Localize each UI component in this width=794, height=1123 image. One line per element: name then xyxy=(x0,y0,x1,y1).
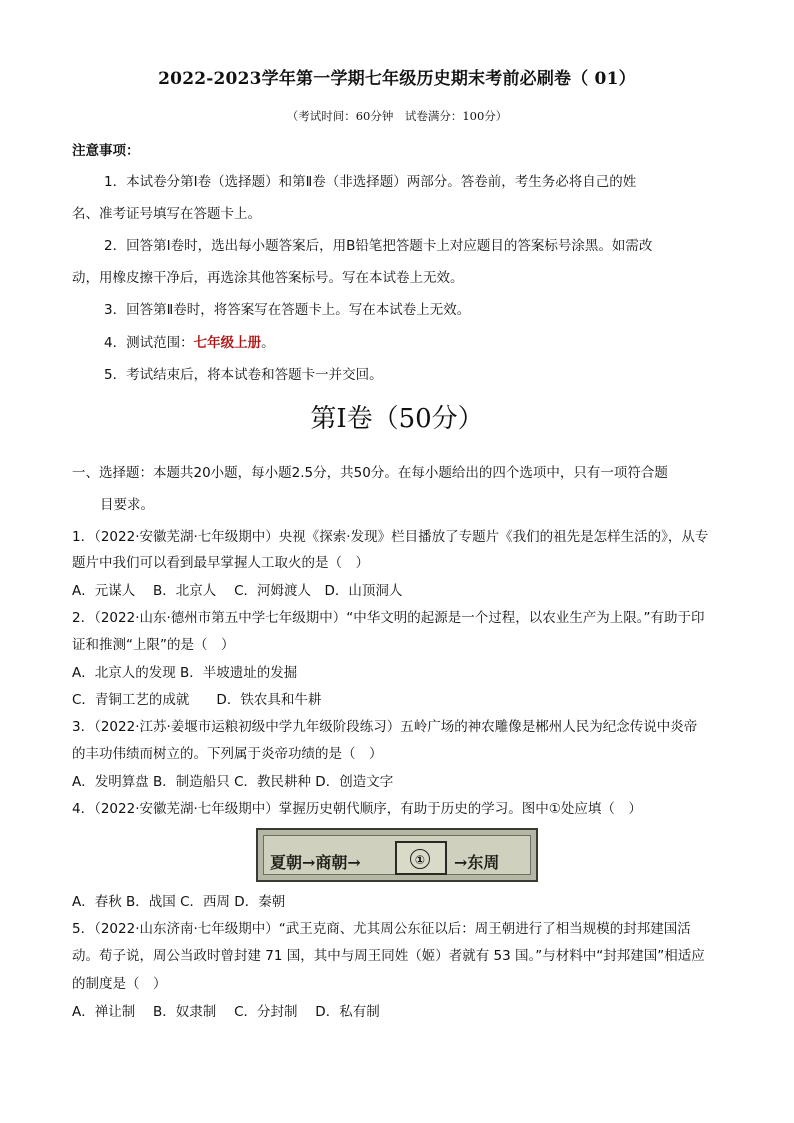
question-2-line-2: 证和推测“上限”的是（ ） xyxy=(72,637,235,653)
diagram-right-text: →东周 xyxy=(454,853,500,872)
question-2-options-2: C．青铜工艺的成就 D．铁农具和牛耕 xyxy=(72,692,322,708)
diagram-marker: ① xyxy=(410,849,430,869)
question-5-options: A．禅让制 B．奴隶制 C．分封制 D．私有制 xyxy=(72,1004,380,1020)
section-instruction-line-2: 目要求。 xyxy=(100,497,154,513)
notice-item-2-line-2: 动，用橡皮擦干净后，再选涂其他答案标号。写在本试卷上无效。 xyxy=(72,270,464,286)
question-1-line-2: 题片中我们可以看到最早掌握人工取火的是（ ） xyxy=(72,555,369,571)
question-2-options-1: A．北京人的发现 B．半坡遗址的发掘 xyxy=(72,665,298,681)
notice-item-5: 5．考试结束后，将本试卷和答题卡一并交回。 xyxy=(104,367,383,383)
question-5-line-2: 动。荀子说，周公当政时曾封建 71 国，其中与周王同姓（姬）者就有 53 国。”与材料中“封邦建国”相适应 xyxy=(72,948,705,964)
notice-item-1-line-1: 1．本试卷分第Ⅰ卷（选择题）和第Ⅱ卷（非选择题）两部分。答卷前，考生务必将自己的姓 xyxy=(104,174,637,190)
notice-item-4-suffix: 。 xyxy=(261,335,275,351)
exam-title: 2022-2023学年第一学期七年级历史期末考前必刷卷（ 01） xyxy=(158,69,636,89)
diagram-blank-box xyxy=(395,841,447,875)
section-instruction-line-1: 一、选择题：本题共20小题，每小题2.5分，共50分。在每小题给出的四个选项中，只有一项符合题 xyxy=(72,465,668,481)
notice-heading: 注意事项： xyxy=(72,143,140,159)
question-3-line-1: 3．（2022·江苏·姜堰市运粮初级中学九年级阶段练习）五岭广场的神农雕像是郴州人民为纪念传说中炎帝 xyxy=(72,719,698,735)
dynasty-sequence-diagram xyxy=(256,828,538,882)
question-4-options: A．春秋 B．战国 C．西周 D．秦朝 xyxy=(72,894,286,910)
question-1-options: A．元谋人 B．北京人 C．河姆渡人 D．山顶洞人 xyxy=(72,583,403,599)
question-5-line-3: 的制度是（ ） xyxy=(72,976,167,992)
question-5-line-1: 5．（2022·山东济南·七年级期中）“武王克商、尤其周公东征以后：周王朝进行了相当规模的封邦建国活 xyxy=(72,921,691,937)
test-scope: 七年级上册 xyxy=(193,335,262,351)
exam-subtitle: （考试时间：60分钟 试卷满分：100分） xyxy=(286,109,508,123)
diagram-left-text: 夏朝→商朝→ xyxy=(270,853,361,872)
section-title: 第Ⅰ卷（50分） xyxy=(310,404,484,434)
question-3-line-2: 的丰功伟绩而树立的。下列属于炎帝功绩的是（ ） xyxy=(72,746,383,762)
question-1-line-1: 1．（2022·安徽芜湖·七年级期中）央视《探索·发现》栏目播放了专题片《我们的祖先是怎样生活的》，从专 xyxy=(72,529,709,545)
question-3-options: A．发明算盘 B．制造船只 C．教民耕种 D．创造文字 xyxy=(72,774,394,790)
notice-item-4-prefix: 4．测试范围： xyxy=(104,335,194,351)
question-2-line-1: 2．（2022·山东·德州市第五中学七年级期中）“中华文明的起源是一个过程，以农业生产为上限。”有助于印 xyxy=(72,610,705,626)
question-4-line-1: 4．（2022·安徽芜湖·七年级期中）掌握历史朝代顺序，有助于历史的学习。图中①处应填（ ） xyxy=(72,801,642,817)
notice-item-4 xyxy=(104,333,764,353)
notice-item-3: 3．回答第Ⅱ卷时，将答案写在答题卡上。写在本试卷上无效。 xyxy=(104,302,471,318)
notice-item-2-line-1: 2．回答第Ⅰ卷时，选出每小题答案后，用B铅笔把答题卡上对应题目的答案标号涂黑。如需改 xyxy=(104,238,653,254)
diagram-panel xyxy=(263,835,531,875)
notice-item-1-line-2: 名、准考证号填写在答题卡上。 xyxy=(72,206,261,222)
